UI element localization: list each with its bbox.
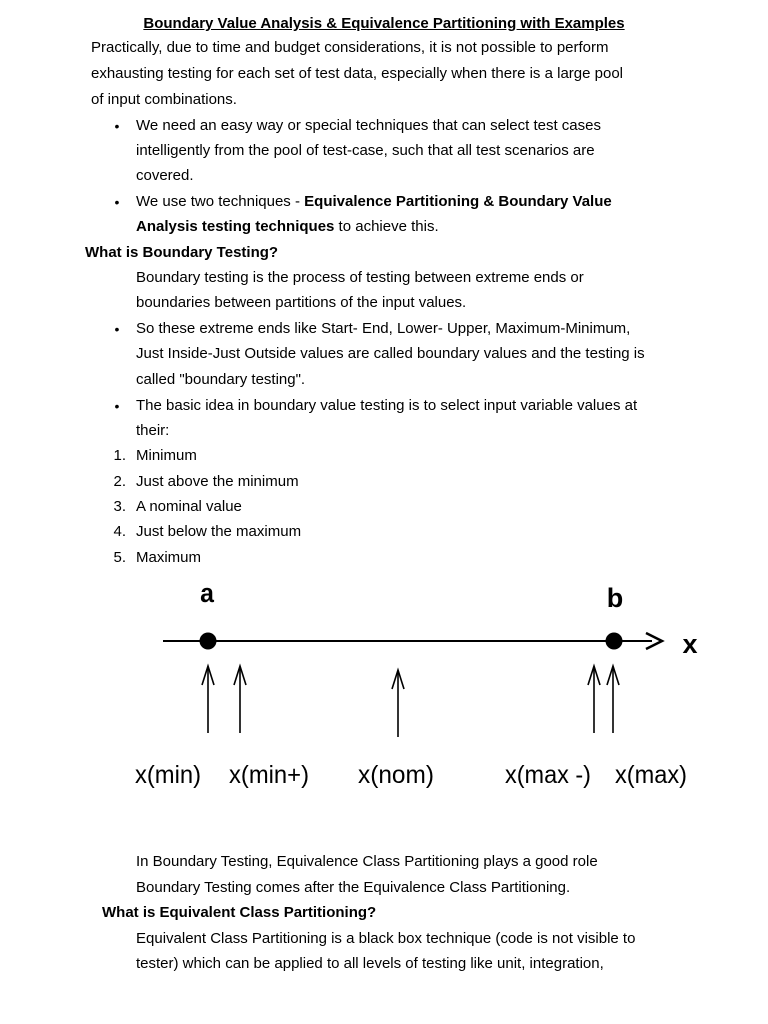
bullet4-line-2: their: (136, 422, 170, 439)
label-a: a (200, 579, 214, 609)
label-xmaxminus: x(max -) (505, 761, 591, 789)
bullet-marker: • (114, 398, 120, 414)
bullet3-line-3: called "boundary testing". (136, 371, 306, 388)
label-b: b (606, 583, 624, 613)
after-diagram-line-2: Boundary Testing comes after the Equivalence Class Partitioning. (136, 879, 571, 896)
ecp-def-line-2: tester) which can be applied to all levels of testing like unit, integration, (136, 955, 604, 972)
list-item-3: A nominal value (136, 498, 242, 515)
bullet-marker: • (114, 194, 120, 210)
intro-line-3: of input combinations. (91, 91, 237, 108)
list-number-4: 4. (113, 523, 126, 540)
list-number-2: 2. (113, 473, 126, 490)
point-b (606, 633, 623, 650)
list-item-5: Maximum (136, 549, 202, 566)
bullet2-pre: We use two techniques - (136, 193, 305, 210)
bullet-marker: • (114, 118, 120, 134)
document-title: Boundary Value Analysis & Equivalence Partitioning with Examples (143, 15, 625, 32)
label-xmin: x(min) (135, 761, 201, 789)
list-number-1: 1. (113, 447, 126, 464)
label-x: x (682, 629, 698, 659)
bullet-marker: • (114, 321, 120, 337)
list-number-3: 3. (113, 498, 126, 515)
ecp-def-line-1: Equivalent Class Partitioning is a black box technique (code is not visible to (136, 930, 636, 947)
bullet3-line-1: So these extreme ends like Start- End, Lower- Upper, Maximum-Minimum, (136, 320, 631, 337)
bullet4-line-1: The basic idea in boundary value testing is to select input variable values at (136, 397, 638, 414)
label-xmax: x(max) (615, 761, 687, 789)
bullet1-line-3: covered. (136, 167, 194, 184)
list-number-5: 5. (113, 549, 126, 566)
intro-line-2: exhausting testing for each set of test data, especially when there is a large pool (91, 65, 623, 82)
diagram-labels (135, 761, 687, 789)
bullet2-bold-1: Equivalence Partitioning & Boundary Value (304, 193, 612, 210)
label-xminplus: x(min+) (229, 761, 309, 789)
boundary-def-line-1: Boundary testing is the process of testing between extreme ends or (136, 269, 584, 286)
heading-ecp: What is Equivalent Class Partitioning? (102, 904, 377, 921)
bullet2-bold-2: Analysis testing techniques (136, 218, 335, 235)
list-item-2: Just above the minimum (136, 473, 299, 490)
list-item-4: Just below the maximum (136, 523, 302, 540)
intro-line-1: Practically, due to time and budget considerations, it is not possible to perform (91, 39, 609, 56)
list-item-1: Minimum (136, 447, 197, 464)
boundary-def-line-2: boundaries between partitions of the input values. (136, 294, 467, 311)
heading-boundary-testing: What is Boundary Testing? (85, 244, 279, 261)
bullet1-line-2: intelligently from the pool of test-case, such that all test scenarios are (136, 142, 595, 159)
after-diagram-line-1: In Boundary Testing, Equivalence Class Partitioning plays a good role (136, 853, 598, 870)
bullet2-post: to achieve this. (334, 218, 439, 235)
label-xnom: x(nom) (358, 761, 434, 789)
bullet3-line-2: Just Inside-Just Outside values are called boundary values and the testing is (136, 345, 645, 362)
point-a (200, 633, 217, 650)
bullet1-line-1: We need an easy way or special techniques that can select test cases (136, 117, 601, 134)
arrows-group (202, 666, 619, 737)
